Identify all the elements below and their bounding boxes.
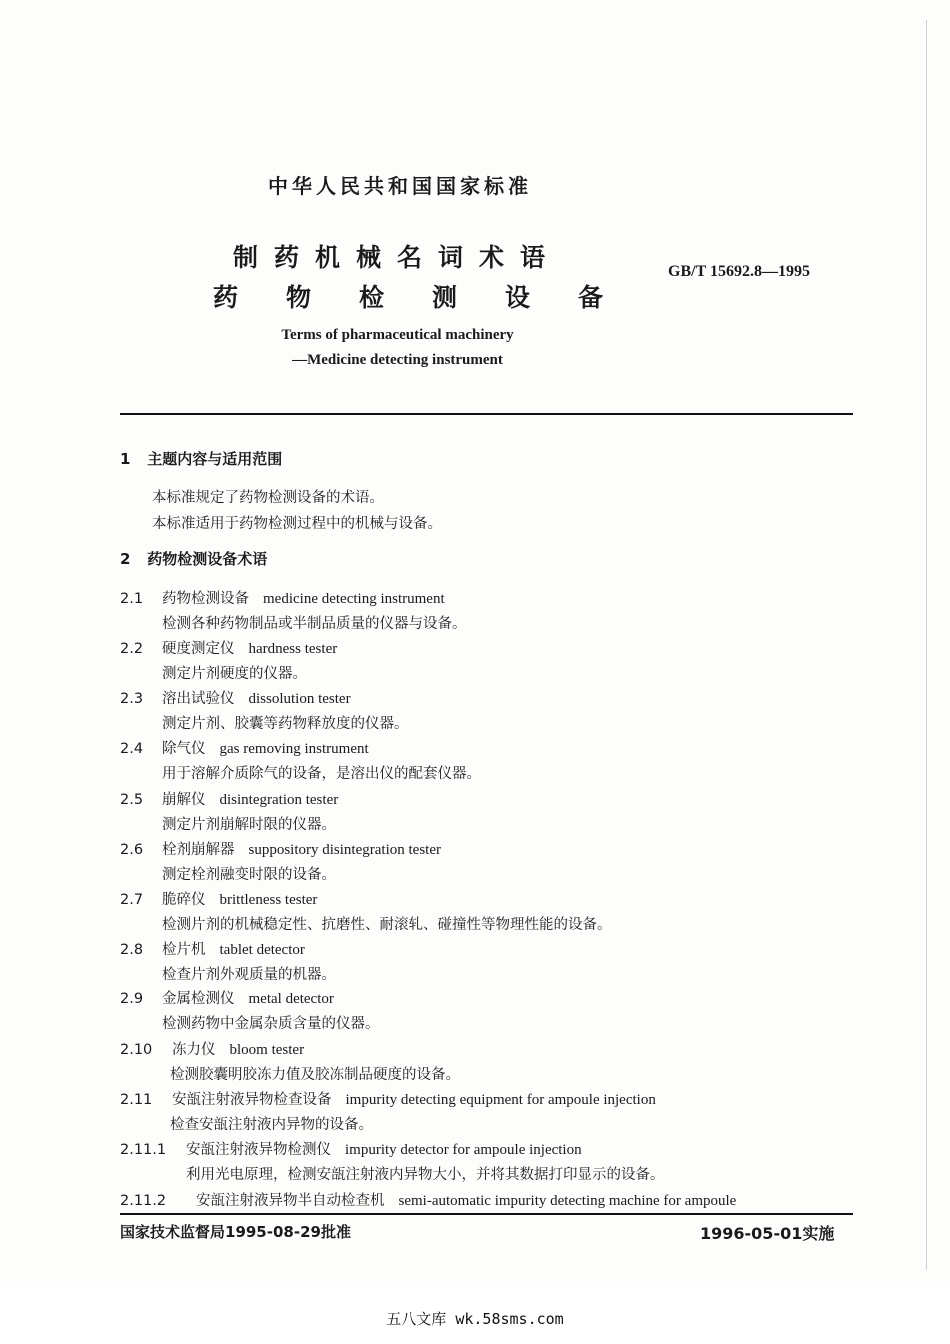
approval-date: 国家技术监督局1995-08-29批准 xyxy=(120,1223,351,1241)
term-english: metal detector xyxy=(248,991,334,1007)
term-number: 2.5 xyxy=(120,792,144,808)
term-definition: 检测胶囊明胶冻力值及胶冻制品硬度的设备。 xyxy=(170,1067,460,1083)
term-chinese: 安瓿注射液异物检查设备 xyxy=(172,1092,332,1108)
footer-divider xyxy=(120,1213,853,1215)
term-chinese: 崩解仪 xyxy=(162,792,206,808)
implementation-date: 1996-05-01实施 xyxy=(700,1224,835,1243)
term-definition: 测定栓剂融变时限的设备。 xyxy=(162,867,336,883)
term-definition: 利用光电原理，检测安瓿注射液内异物大小，并将其数据打印显示的设备。 xyxy=(186,1167,665,1183)
term-chinese: 安瓿注射液异物半自动检查机 xyxy=(196,1193,385,1209)
term-chinese: 检片机 xyxy=(162,942,206,958)
section-title: 药物检测设备术语 xyxy=(147,550,268,568)
section-title: 主题内容与适用范围 xyxy=(147,450,283,468)
header-divider xyxy=(120,413,853,415)
scope-paragraph: 本标准规定了药物检测设备的术语。 xyxy=(152,490,384,506)
term-chinese: 溶出试验仪 xyxy=(162,691,235,707)
term-english: disintegration tester xyxy=(219,792,339,808)
term-entry xyxy=(120,1138,582,1159)
term-number: 2.10 xyxy=(120,1042,153,1058)
term-number: 2.7 xyxy=(120,892,144,908)
term-entry xyxy=(120,637,337,658)
section-heading xyxy=(120,548,267,569)
term-entry xyxy=(120,788,338,809)
term-definition: 测定片剂崩解时限的仪器。 xyxy=(162,817,336,833)
term-english: brittleness tester xyxy=(219,892,318,908)
term-chinese: 脆碎仪 xyxy=(162,892,206,908)
term-number: 2.6 xyxy=(120,842,144,858)
term-definition: 用于溶解介质除气的设备，是溶出仪的配套仪器。 xyxy=(162,766,481,782)
standard-code: GB/T 15692.8—1995 xyxy=(668,263,810,280)
term-entry xyxy=(120,587,445,608)
section-heading xyxy=(120,448,282,469)
term-chinese: 药物检测设备 xyxy=(162,591,249,607)
term-number: 2.4 xyxy=(120,741,144,757)
term-definition: 检查片剂外观质量的机器。 xyxy=(162,967,336,983)
term-definition: 检测各种药物制品或半制品质量的仪器与设备。 xyxy=(162,616,467,632)
term-number: 2.11.1 xyxy=(120,1142,167,1158)
scope-paragraph: 本标准适用于药物检测过程中的机械与设备。 xyxy=(152,516,442,532)
term-english: hardness tester xyxy=(248,641,338,657)
term-chinese: 金属检测仪 xyxy=(162,991,235,1007)
term-english: bloom tester xyxy=(229,1042,305,1058)
term-english: semi-automatic impurity detecting machine for ampoule xyxy=(398,1193,737,1209)
term-english: suppository disintegration tester xyxy=(248,842,441,858)
term-english: medicine detecting instrument xyxy=(263,591,445,607)
term-chinese: 冻力仪 xyxy=(172,1042,216,1058)
term-english: gas removing instrument xyxy=(219,741,369,757)
term-entry xyxy=(120,687,351,708)
term-number: 2.3 xyxy=(120,691,144,707)
title-line-1: 制药机械名词术语 xyxy=(233,243,562,272)
term-entry xyxy=(120,838,441,859)
term-entry xyxy=(120,1088,656,1109)
term-number: 2.11.2 xyxy=(120,1193,167,1209)
term-definition: 测定片剂、胶囊等药物释放度的仪器。 xyxy=(162,716,409,732)
watermark-text: 五八文库 wk.58sms.com xyxy=(386,1310,564,1328)
term-chinese: 除气仪 xyxy=(162,741,206,757)
term-chinese: 硬度测定仪 xyxy=(162,641,235,657)
english-title-line-2: —Medicine detecting instrument xyxy=(292,352,503,368)
section-number: 2 xyxy=(120,550,131,568)
term-entry xyxy=(120,1189,736,1210)
term-number: 2.2 xyxy=(120,641,144,657)
term-definition: 检查安瓿注射液内异物的设备。 xyxy=(170,1117,373,1133)
term-entry xyxy=(120,987,334,1008)
term-definition: 检测片剂的机械稳定性、抗磨性、耐滚轧、碰撞性等物理性能的设备。 xyxy=(162,917,612,933)
term-definition: 测定片剂硬度的仪器。 xyxy=(162,666,307,682)
term-entry xyxy=(120,888,317,909)
english-title-line-1: Terms of pharmaceutical machinery xyxy=(281,327,514,343)
term-english: dissolution tester xyxy=(248,691,351,707)
term-english: impurity detector for ampoule injection xyxy=(345,1142,582,1158)
term-definition: 检测药物中金属杂质含量的仪器。 xyxy=(162,1016,380,1032)
term-number: 2.11 xyxy=(120,1092,153,1108)
term-chinese: 栓剂崩解器 xyxy=(162,842,235,858)
national-standard-heading: 中华人民共和国国家标准 xyxy=(268,174,532,198)
term-english: tablet detector xyxy=(219,942,305,958)
term-entry xyxy=(120,737,369,758)
term-entry xyxy=(120,1038,304,1059)
section-number: 1 xyxy=(120,450,131,468)
term-number: 2.9 xyxy=(120,991,144,1007)
term-number: 2.1 xyxy=(120,591,144,607)
term-chinese: 安瓿注射液异物检测仪 xyxy=(186,1142,331,1158)
term-english: impurity detecting equipment for ampoule injection xyxy=(345,1092,656,1108)
term-entry xyxy=(120,938,305,959)
term-number: 2.8 xyxy=(120,942,144,958)
scan-edge-line xyxy=(926,20,927,1270)
title-line-2: 药物检测设备 xyxy=(213,283,652,312)
